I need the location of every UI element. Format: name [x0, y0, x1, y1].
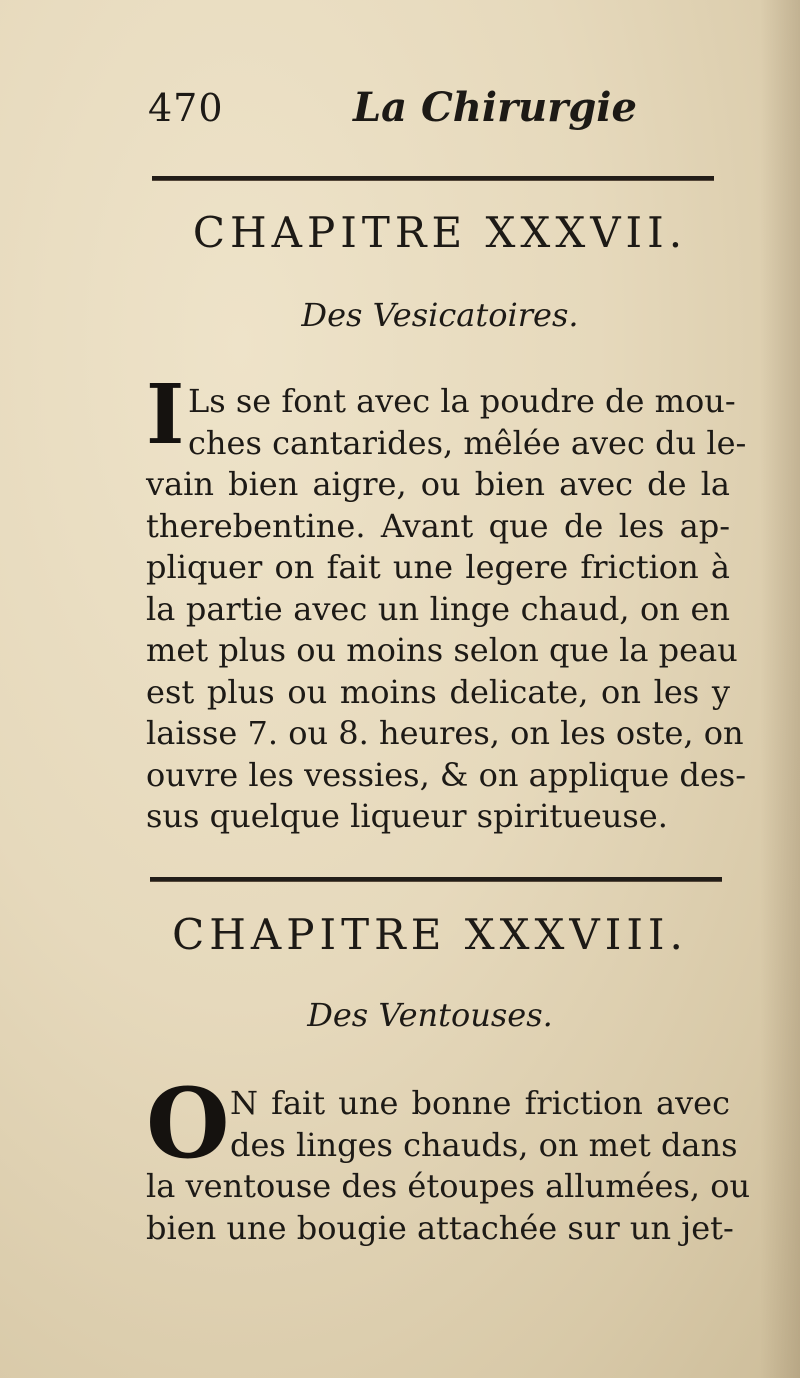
page-number: 470	[148, 86, 224, 130]
chapter-body	[146, 1083, 751, 1249]
text-line: la ventouse des étoupes allumées, ou	[146, 1167, 751, 1205]
text-line: est plus ou moins delicate, on les y	[146, 672, 730, 711]
page-header	[148, 78, 708, 138]
text-line: Ls se font avec la poudre de mou-	[188, 382, 736, 420]
text-line: met plus ou moins selon que la peau	[146, 631, 738, 669]
text-line: vain bien aigre, ou bien avec de la	[146, 465, 730, 503]
text-line: therebentine. Avant que de les ap-	[146, 506, 730, 545]
page-edge-shadow	[760, 0, 800, 1378]
section-title: Des Ventouses.	[307, 996, 553, 1034]
chapter-separator-rule	[150, 877, 722, 882]
text-line: ches cantarides, mêlée avec du le-	[188, 423, 747, 462]
drop-cap: O	[146, 1067, 230, 1180]
chapter-title: CHAPITRE XXXVIII.	[172, 910, 688, 959]
running-title: La Chirurgie	[353, 84, 637, 131]
header-rule	[152, 176, 714, 181]
text-line: N fait une bonne friction avec	[230, 1084, 730, 1122]
text-line: sus quelque liqueur spiritueuse.	[146, 797, 668, 835]
chapter-body	[146, 381, 747, 838]
text-line: des linges chauds, on met dans	[230, 1125, 738, 1164]
text-line: pliquer on fait une legere friction à	[146, 548, 730, 586]
drop-cap: I	[146, 367, 185, 463]
text-line: laisse 7. ou 8. heures, on les oste, on	[146, 714, 744, 752]
text-line: bien une bougie attachée sur un jet-	[146, 1208, 734, 1247]
chapter-title: CHAPITRE XXXVII.	[192, 208, 688, 257]
section-title: Des Vesicatoires.	[301, 296, 579, 334]
text-line: la partie avec un linge chaud, on en	[146, 589, 730, 628]
text-line: ouvre les vessies, & on applique des-	[146, 755, 746, 794]
